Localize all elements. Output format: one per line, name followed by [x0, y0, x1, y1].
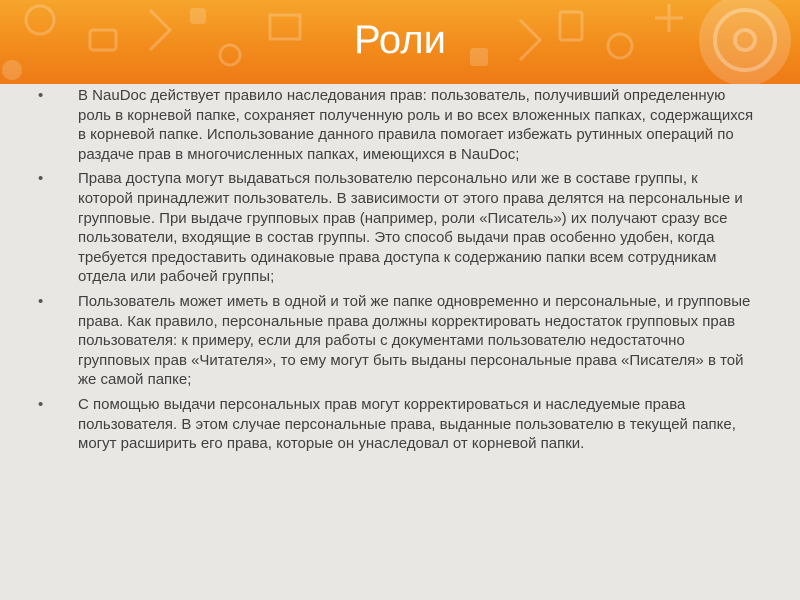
- bullet-item-both-rights: [36, 292, 756, 390]
- bullet-text: Права доступа могут выдаваться пользователю персонально или же в составе группы, к которой принадлежит пользователь. В зависимости от этого права делятся на персональные и групповые. При выдаче групповых прав (например, роли «Писатель») их получают сразу все пользователи, входящие в состав группы. Это способ выдачи прав особенно удобен, когда требуется предоставить одинаковые права доступа к содержанию папки всем сотрудникам отдела или рабочей группы;: [78, 170, 743, 286]
- bullet-dot-icon: •: [38, 87, 44, 104]
- content-area: [36, 86, 756, 459]
- title-banner: [0, 0, 800, 84]
- bullet-text: С помощью выдачи персональных прав могут корректироваться и наследуемые права пользователя. В этом случае персональные права, выданные пользователю в текущей папке, могут расширить его права, которые он унаследовал от корневой папки.: [78, 395, 736, 453]
- slide-title: Роли: [354, 18, 446, 62]
- bullet-item-inheritance: [36, 86, 756, 164]
- bullet-list: [36, 86, 756, 454]
- bullet-item-personal-group: [36, 169, 756, 287]
- bullet-dot-icon: •: [38, 292, 44, 310]
- bullet-dot-icon: •: [38, 170, 44, 188]
- bullet-text: В NauDoc действует правило наследования прав: пользователь, получивший определенную роль в корневой папке, сохраняет полученную роль и во всех вложенных папках, содержащихся в корневой папке. Использование данного правила помогает избежать рутинных операций по раздаче прав в многочисленных папках, имеющихся в NauDoc;: [78, 87, 754, 163]
- bullet-text: Пользователь может иметь в одной и той же папке одновременно и персональные, и групповые права. Как правило, персональные права должны корректировать недостаток групповых прав пользователя: к примеру, если для работы с документами пользователю недостаточно групповых прав «Читателя», то ему могут быть выданы персональные права «Писателя» в той же самой папке;: [78, 292, 751, 389]
- bullet-item-inherited-correction: [36, 395, 756, 454]
- bullet-dot-icon: •: [38, 395, 44, 413]
